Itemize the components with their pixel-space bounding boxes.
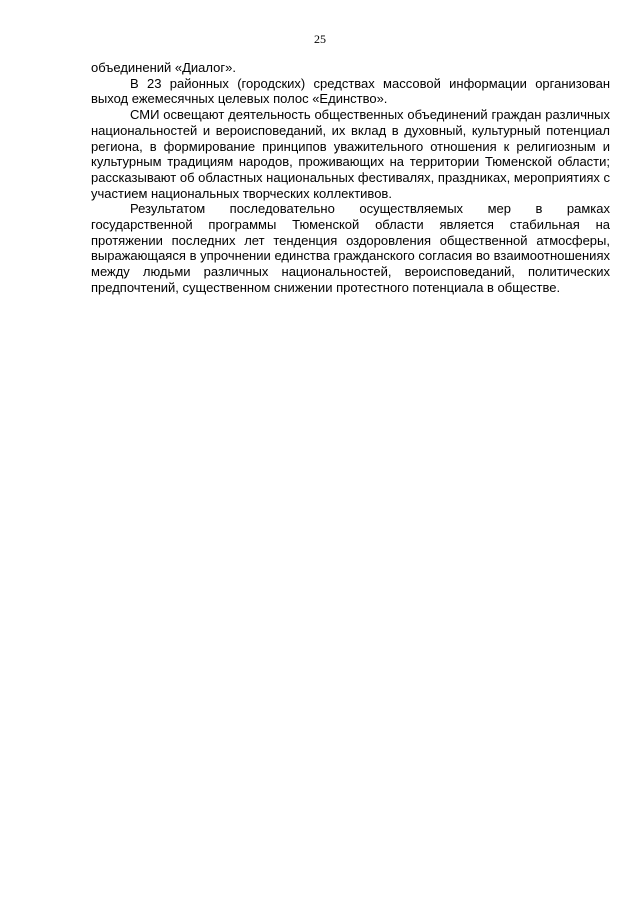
- paragraph-media-coverage: СМИ освещают деятельность общественных объединений граждан различных национальностей и вероисповеданий, их вклад в духовный, культурный потенциал региона, в формирование принципов уважительного отношения к религиозным и культурным традициям народов, проживающих на территории Тюменской области; рассказывают об областных национальных фестивалях, праздниках, мероприятиях с участием национальных творческих коллективов.: [91, 107, 610, 201]
- paragraph-continuation: объединений «Диалог».: [91, 60, 236, 75]
- document-body: [91, 60, 610, 296]
- paragraph-media-outlets: В 23 районных (городских) средствах массовой информации организован выход ежемесячных целевых полос «Единство».: [91, 75, 610, 107]
- page-number: 25: [314, 32, 326, 46]
- paragraph-results: Результатом последовательно осуществляемых мер в рамках государственной программы Тюменской области является стабильная на протяжении последних лет тенденция оздоровления общественной атмосферы, выражающаяся в упрочнении единства гражданского согласия во взаимоотношениях между людьми различных национальностей, вероисповеданий, политических предпочтений, существенном снижении протестного потенциала в обществе.: [91, 201, 610, 295]
